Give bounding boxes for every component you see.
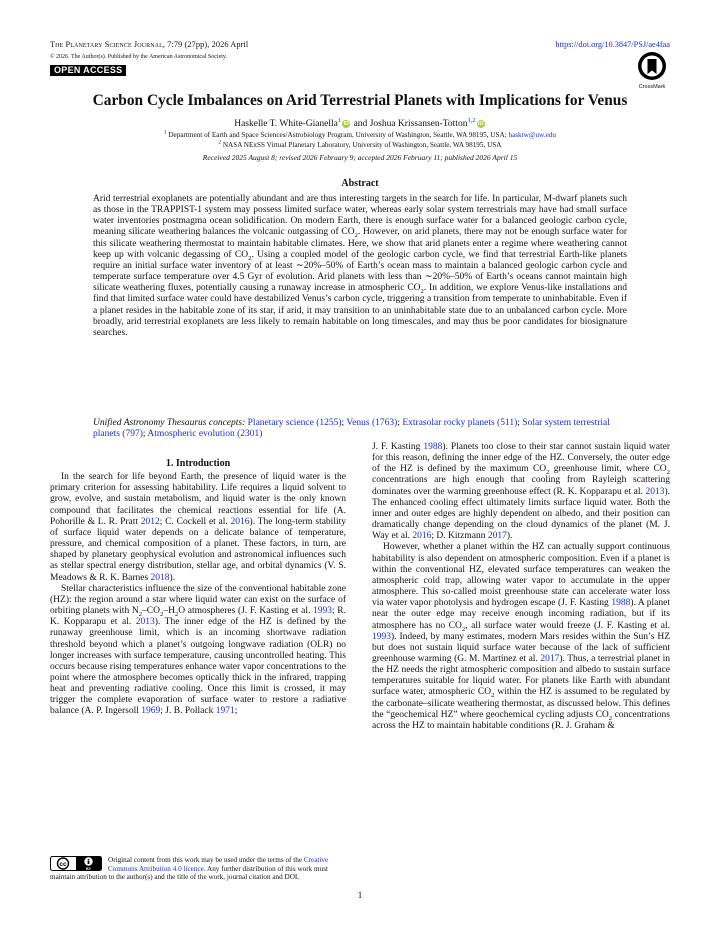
- text-run: ;: [234, 706, 238, 717]
- subscript: 2: [248, 254, 252, 262]
- abstract-run: . In addition, we explore Venus-like installations and find that limited surface water could have destabilized Venus’s carbon cycle, triggering a transition from temperate to uninhabitable. Even if a planet resides in the habitable zone of its star, if arid, it may transition to an uninhabitable state due to an unbalanced carbon cycle. More broadly, arid terrestrial exoplanets are less likely to remain habitable on long timescales, and may thus be poor candidates for biosignature searches.: [93, 283, 627, 338]
- subscript: 2: [354, 232, 358, 240]
- text-run: greenhouse limit, where CO: [549, 464, 667, 475]
- page-number: 1: [357, 890, 363, 900]
- subscript: 2: [160, 610, 164, 618]
- subscript: 2: [174, 610, 179, 618]
- text-run: , all surface water would freeze (J. F. Kasting et al.: [465, 620, 670, 631]
- uat-concept-link[interactable]: Venus (1763): [346, 418, 398, 428]
- affiliation-2: [0, 141, 720, 150]
- subscript: 2: [546, 469, 550, 477]
- text-run: ; D. Kitzmann: [431, 531, 488, 542]
- subscript: 2: [461, 625, 466, 633]
- citation-author: A. Pohorille & L. R. Pratt: [50, 505, 346, 527]
- crossmark-icon: [637, 51, 667, 81]
- paragraph: [372, 542, 670, 732]
- citation-year-link[interactable]: 2017: [487, 531, 507, 542]
- paragraph: [50, 584, 346, 718]
- abstract-run: . Using a coupled model of the geologic carbon cycle, we find that terrestrial Earth-like planets require an initial surface water inventory of at least ∼20%–50% of Earth’s ocean mass to maintain a balanced geologic carbon cycle and temperate surface temperature over 4.5 Gyr of evolution. Arid planets with less than ∼20%–50% of Earth’s oceans cannot maintain high silicate weathering fluxes, potentially causing a runaway increase in atmospheric CO: [93, 249, 628, 294]
- open-access-badge: OPEN ACCESS: [50, 65, 126, 76]
- affiliation-text: Department of Earth and Space Sciences/Astrobiology Program, University of Washington, Seattle, WA 98195, USA;: [166, 131, 509, 139]
- copyright-line: © 2026. The Author(s). Published by the American Astronomical Society.: [50, 54, 228, 60]
- author-name: Haskelle T. White-Gianella: [234, 119, 338, 129]
- affiliation-text: NASA NExSS Virtual Planetary Laboratory, University of Washington, Seattle, WA 98195, USA: [221, 141, 502, 149]
- uat-concept-link[interactable]: Solar system terrestrial planets (797): [93, 418, 610, 440]
- subscript: 2: [491, 692, 495, 700]
- citation-author: ; C. Cockell et al.: [159, 516, 231, 527]
- author-list: [0, 116, 720, 129]
- doi-link[interactable]: https://doi.org/10.3847/PSJ/ae4faa: [555, 40, 670, 49]
- citation-year-link[interactable]: 2016: [230, 516, 250, 527]
- crossmark-badge[interactable]: [634, 51, 670, 91]
- text-run: ; R. K. Kopparapu et al.: [50, 606, 347, 628]
- by-label: BY: [86, 867, 91, 871]
- text-run: In the search for life beyond Earth, the presence of liquid water is the primary criterion for assessing habitability. Life requires a liquid solvent to grow, evolve, and sustain metabolism, and liquid water is the only known compound that facilitates the chemical reactions essential for life (: [50, 472, 346, 516]
- text-run: concentrations across the HZ to maintain habitable conditions (R. J. Graham &: [372, 709, 670, 731]
- uat-concept-link[interactable]: Extrasolar rocky planets (511): [402, 418, 518, 428]
- text-run: concentrations are high enough that cooling from Rayleigh scattering dominates over the warming greenhouse effect (R. K. Kopparapu et al.: [372, 475, 670, 497]
- citation-year-link[interactable]: 2012: [140, 516, 160, 527]
- citation-year-link[interactable]: 2017: [540, 653, 560, 664]
- citation-year-link[interactable]: 1969: [141, 706, 161, 717]
- citation-year-link[interactable]: 2018: [150, 572, 170, 583]
- section-heading: 1. Introduction: [165, 458, 231, 469]
- text-run: ). Thus, a terrestrial planet in the HZ needs the right atmospheric composition and albedo to sustain surface temperatures suitable for liquid water. For planets like Earth with abundant surface water, atmospheric CO: [372, 653, 670, 698]
- orcid-icon[interactable]: iD: [343, 121, 349, 127]
- subscript: 2: [666, 469, 670, 477]
- uat-concept-link[interactable]: Atmospheric evolution (2301): [147, 429, 263, 440]
- journal-name: The Planetary Science Journal: [50, 40, 163, 49]
- text-run: –H: [163, 606, 175, 617]
- paper-title: Carbon Cycle Imbalances on Arid Terrestrial Planets with Implications for Venus: [92, 92, 628, 109]
- affiliation-1: [0, 131, 720, 140]
- citation-year-link[interactable]: 1971: [215, 706, 235, 717]
- creative-commons-by-icon[interactable]: [50, 856, 102, 871]
- subscript: 2: [138, 610, 143, 618]
- affiliation-marker[interactable]: 1,2: [467, 116, 476, 124]
- citation-year-link[interactable]: 1993: [372, 631, 391, 642]
- affiliation-number: 1: [164, 130, 167, 136]
- text-run: Stellar characteristics influence the size of the conventional habitable zone (HZ): the region around a star where liquid water can exist on the surface of orbiting planets with N: [50, 583, 346, 617]
- license-text: Original content from this work may be used under the terms of the: [108, 856, 304, 864]
- affiliation-marker[interactable]: 1: [337, 116, 342, 124]
- citation-year-link[interactable]: 2013: [135, 617, 155, 628]
- license-text: . Any further distribution of this work must maintain attribution to the author(s) and the title of the work, journal citation and DOI.: [50, 864, 329, 882]
- abstract-run: . However, on arid planets, there may not be enough surface water for this silicate weathering thermostat to maintain habitable climates. Here, we show that arid planets enter a regime where weathering cannot keep up with volcanic degassing of CO: [93, 227, 627, 260]
- publication-dates: Received 2025 August 8; revised 2026 February 9; accepted 2026 February 11; published 2026 April 15: [202, 153, 518, 162]
- email-link[interactable]: hasktw@uw.edu: [508, 131, 556, 139]
- subscript: 2: [420, 288, 424, 296]
- citation-year-link[interactable]: 2016: [412, 531, 432, 542]
- citation-year-link[interactable]: 1993: [313, 606, 332, 617]
- text-run: ). The enhanced cooling effect ultimately limits surface liquid water. Both the inner and outer edges are highly dependent on albedo, and their position can dramatically change depending on the cloud dynamics of the planet (M. J. Way et al.: [372, 486, 670, 542]
- text-run: J. F. Kasting: [372, 442, 424, 452]
- uat-concept-link[interactable]: Planetary science (1255): [247, 418, 342, 428]
- text-run: ). A planet near the outer edge may receive enough incoming radiation, but if its atmosphere has no CO: [372, 598, 670, 631]
- author-separator: and: [351, 119, 370, 129]
- abstract-run: Arid terrestrial exoplanets are potentially abundant and are thus interesting targets in the search for life. In particular, M-dwarf planets such as those in the TRAPPIST-1 system may possess limited surface water, whereas early solar system terrestrials may have had small surface water inventories postmagma ocean solidification. On modern Earth, there is enough surface water for a balanced geologic carbon cycle, meaning silicate weathering balances the volcanic outgassing of CO: [93, 194, 627, 238]
- citation-year-link[interactable]: 2013: [645, 486, 665, 497]
- abstract-heading: Abstract: [341, 178, 379, 189]
- text-run: ; J. B. Pollack: [160, 706, 216, 717]
- orcid-icon[interactable]: iD: [478, 121, 484, 127]
- body-column-right: [372, 442, 670, 732]
- paragraph: [50, 472, 346, 584]
- cc-license-link[interactable]: Creative Commons Attribution 4.0 licence: [108, 856, 329, 873]
- cc-label: cc: [59, 861, 67, 868]
- uat-concepts: Unified Astronomy Thesaurus concepts: Planetary science (1255); Venus (1763); Extrasolar rocky planets (511); Solar system terrestrial planets (797); Atmospheric evolution (2301): [93, 418, 610, 440]
- text-run: However, whether a planet within the HZ can actually support continuous habitability is also dependent on atmospheric composition. Even if a planet is within the conventional HZ, elevated surface temperatures can weaken the atmospheric cold trap, allowing water vapor to accumulate in the upper atmosphere. This so-called moist greenhouse state can accelerate water loss via water vapor photolysis and hydrogen escape (J. F. Kasting: [372, 542, 670, 609]
- affiliation-number: 2: [218, 140, 222, 146]
- author-name: Joshua Krissansen-Totton: [369, 119, 468, 129]
- text-run: within the HZ is assumed to be regulated by the carbonate–silicate weathering thermostat, as discussed below. This defines the “geochemical HZ” where geochemical cycling adjusts CO: [372, 687, 670, 720]
- citation-year-link[interactable]: 1988: [611, 598, 631, 609]
- journal-volume: , 7:79 (27pp), 2026 April: [162, 40, 249, 49]
- journal-citation: [50, 40, 248, 49]
- subscript: 2: [608, 714, 613, 722]
- crossmark-label: CrossMark: [638, 84, 666, 90]
- text-run: ).: [506, 531, 513, 542]
- paragraph: [372, 442, 670, 542]
- body-column-left: [50, 458, 346, 718]
- text-run: –CO: [142, 606, 160, 617]
- text-run: ). The long-term stability of surface liquid water depends on a delicate balance of temperature, pressure, and chemical composition of a planet. These factors, in turn, are shaped by planetary geophysical evolution and astronomical influences such as stellar spectral energy distribution, stellar age, and orbital dynamics (V. S. Meadows & R. K. Barnes: [50, 516, 346, 583]
- text-run: ).: [169, 572, 176, 583]
- citation-year-link[interactable]: 1988: [423, 442, 443, 452]
- uat-label: Unified Astronomy Thesaurus concepts:: [93, 418, 246, 428]
- text-run: ). Planets too close to their star cannot sustain liquid water for this reason, defining the inner edge of the HZ. Conversely, the outer edge of the HZ is defined by the maximum CO: [372, 442, 670, 475]
- license-notice: [50, 856, 346, 882]
- text-run: O atmospheres (J. F. Kasting et al.: [178, 606, 313, 617]
- abstract-text: [93, 194, 627, 339]
- text-run: ). Indeed, by many estimates, modern Mars resides within the Sun’s HZ but does not sustain liquid surface water because of the lack of sufficient greenhouse warming (G. M. Martínez et al.: [372, 631, 670, 664]
- text-run: ). The inner edge of the HZ is defined by the runaway greenhouse limit, which is an incoming shortwave radiation threshold beyond which a planet’s outgoing longwave radiation (OLR) no longer increases with surface temperature, causing uncontrolled heating. This occurs because rising temperatures enhance water vapor concentrations to the point where the atmosphere becomes optically thick in the infrared, trapping heat and preventing radiative cooling. Once this limit is crossed, it may trigger the complete evaporation of surface water to restore a radiative balance (A. P. Ingersoll: [50, 617, 346, 717]
